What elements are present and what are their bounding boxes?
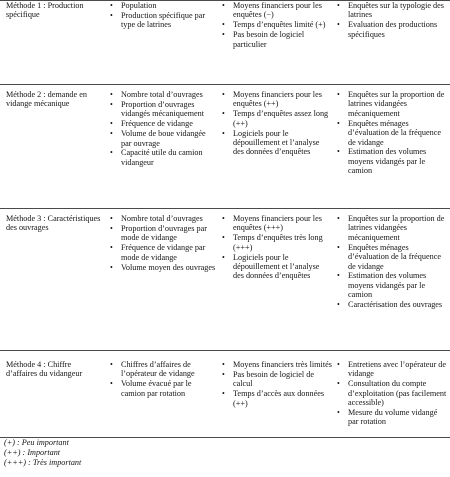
method-label: Méthode 2 : demande en vidange mécanique: [6, 90, 87, 109]
list-item: • Capacité utile du camion vidangeur: [108, 148, 216, 167]
list-item: • Logiciels pour le dépouillement et l’analyse des données d’enquêtes: [220, 129, 332, 157]
list-item: • Proportion d’ouvrages vidangés mécaniquement: [108, 100, 216, 119]
activities-list: [335, 360, 447, 427]
importance-legend: [4, 438, 81, 468]
list-item: • Moyens financiers pour les enquêtes (+++): [220, 214, 332, 233]
row-divider: [0, 350, 450, 351]
method-label: Méthode 4 : Chiffre d’affaires du vidangeur: [6, 360, 83, 379]
list-item: • Entretiens avec l’opérateur de vidange: [335, 360, 447, 379]
list-item: • Temps d’accès aux données (++): [220, 389, 332, 408]
list-item: • Chiffres d’affaires de l’opérateur de vidange: [108, 360, 216, 379]
list-item: • Moyens financiers pour les enquêtes (−): [220, 1, 332, 20]
list-item: • Temps d’enquêtes assez long (++): [220, 109, 332, 128]
list-item: • Enquêtes sur la proportion de latrines vidangées mécaniquement: [335, 90, 447, 118]
list-item: • Volume moyen des ouvrages: [108, 263, 216, 272]
activities-list: [335, 1, 447, 40]
means-list: [220, 360, 332, 409]
list-item: • Estimation des volumes moyens vidangés par le camion: [335, 271, 447, 299]
list-item: • Logiciels pour le dépouillement et l’analyse des données d’enquêtes: [220, 253, 332, 281]
row-divider: [0, 84, 450, 85]
list-item: • Moyens financiers pour les enquêtes (++): [220, 90, 332, 109]
list-item: • Enquêtes ménages d’évaluation de la fréquence de vidange: [335, 243, 447, 271]
means-list: [220, 90, 332, 157]
list-item: • Enquêtes ménages d’évaluation de la fréquence de vidange: [335, 119, 447, 147]
list-item: • Volume de boue vidangée par ouvrage: [108, 129, 216, 148]
activities-list: [335, 214, 447, 310]
legend-item: (+++) : Très important: [4, 458, 82, 467]
required-data-list: [108, 90, 216, 168]
list-item: • Mesure du volume vidangé par rotation: [335, 408, 447, 427]
required-data-list: [108, 1, 216, 30]
list-item: • Consultation du compte d’exploitation (pas facilement accessible): [335, 379, 447, 407]
row-divider: [0, 208, 450, 209]
list-item: • Temps d’enquêtes très long (+++): [220, 233, 332, 252]
method-label: Méthode 1 : Production spécifique: [6, 1, 84, 20]
list-item: • Population: [108, 1, 216, 10]
list-item: • Volume évacué par le camion par rotation: [108, 379, 216, 398]
legend-item: (+) : Peu important: [4, 438, 69, 447]
required-data-list: [108, 360, 216, 399]
list-item: • Pas besoin de logiciel de calcul: [220, 370, 332, 389]
list-item: • Nombre total d’ouvrages: [108, 214, 216, 223]
list-item: • Evaluation des productions spécifiques: [335, 20, 447, 39]
list-item: • Caractérisation des ouvrages: [335, 300, 447, 309]
means-list: [220, 214, 332, 281]
list-item: • Proportion d’ouvrages par mode de vidange: [108, 224, 216, 243]
list-item: • Moyens financiers très limités: [220, 360, 332, 369]
list-item: • Enquêtes sur la proportion de latrines vidangées mécaniquement: [335, 214, 447, 242]
list-item: • Fréquence de vidange par mode de vidange: [108, 243, 216, 262]
list-item: • Pas besoin de logiciel particulier: [220, 30, 332, 49]
method-label: Méthode 3 : Caractéristiques des ouvrages: [6, 214, 101, 233]
list-item: • Enquêtes sur la typologie des latrines: [335, 1, 447, 20]
legend-item: (++) : Important: [4, 448, 61, 457]
list-item: • Fréquence de vidange: [108, 119, 216, 128]
list-item: • Production spécifique par type de latrines: [108, 11, 216, 30]
means-list: [220, 1, 332, 50]
activities-list: [335, 90, 447, 176]
required-data-list: [108, 214, 216, 272]
list-item: • Nombre total d’ouvrages: [108, 90, 216, 99]
list-item: • Estimation des volumes moyens vidangés par le camion: [335, 147, 447, 175]
list-item: • Temps d’enquêtes limité (+): [220, 20, 332, 29]
